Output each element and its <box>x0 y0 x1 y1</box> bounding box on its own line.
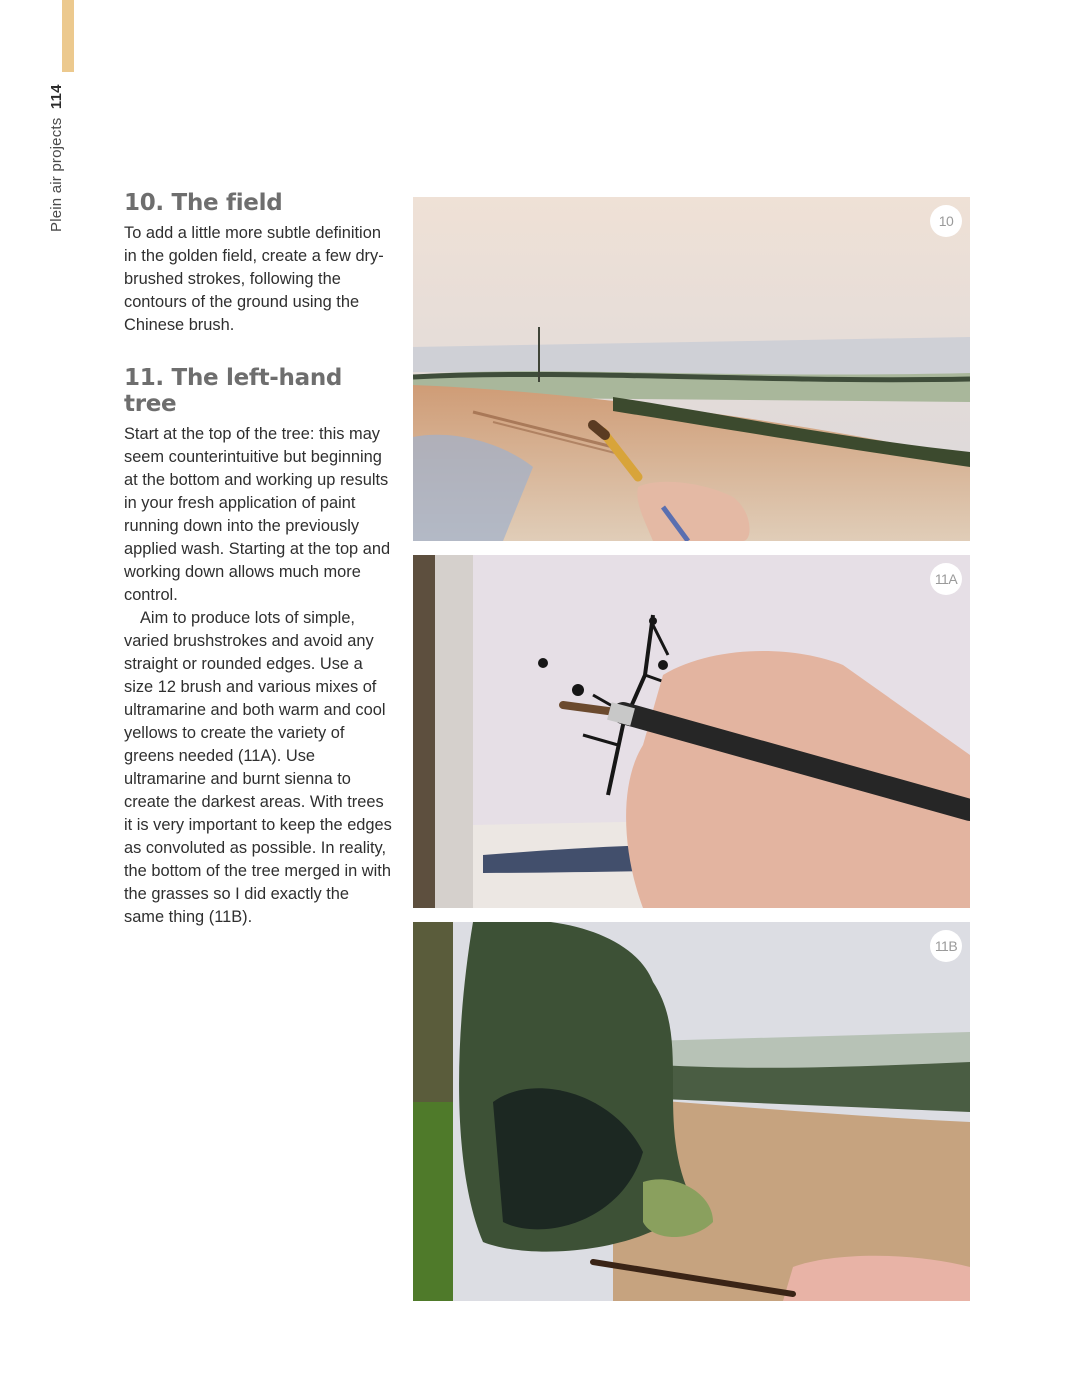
photo-step-11b <box>413 922 970 1301</box>
photo-step-11a <box>413 555 970 908</box>
step-badge: 10 <box>930 205 962 237</box>
section-heading: 10. The field <box>124 190 283 216</box>
step-badge: 11B <box>930 930 962 962</box>
page-tab-accent <box>62 0 74 72</box>
section-the-field <box>124 190 392 337</box>
photo-step-10 <box>413 197 970 541</box>
page-number: 114 <box>48 84 65 110</box>
field-painting-image <box>413 197 970 541</box>
body-paragraph: To add a little more subtle definition in the golden field, create a few dry-brushed strokes, following the contours of the ground using the Chinese brush. <box>124 224 384 334</box>
body-paragraph: Start at the top of the tree: this may seem counterintuitive but beginning at the bottom and working up results in your fresh application of paint running down into the previously applied wash. Starting at the top and working down allows much more control. <box>124 425 391 604</box>
section-heading: 11. The left-hand tree <box>124 365 343 417</box>
running-head <box>48 84 65 232</box>
tree-start-painting-image <box>413 555 970 908</box>
body-paragraph: Aim to produce lots of simple, varied brushstrokes and avoid any straight or rounded edges. Use a size 12 brush and various mixes of ultramarine and both warm and cool yellows to create the variety of greens needed (11A). Use ultramarine and burnt sienna to create the darkest areas. With trees it is very important to keep the edges as convoluted as possible. In reality, the bottom of the tree merged in with the grasses so I did exactly the same thing (11B). <box>124 609 392 926</box>
running-head-section: Plein air projects <box>48 117 65 232</box>
text-column <box>124 190 392 929</box>
step-badge: 11A <box>930 563 962 595</box>
section-left-hand-tree <box>124 365 392 929</box>
tree-finished-painting-image <box>413 922 970 1301</box>
